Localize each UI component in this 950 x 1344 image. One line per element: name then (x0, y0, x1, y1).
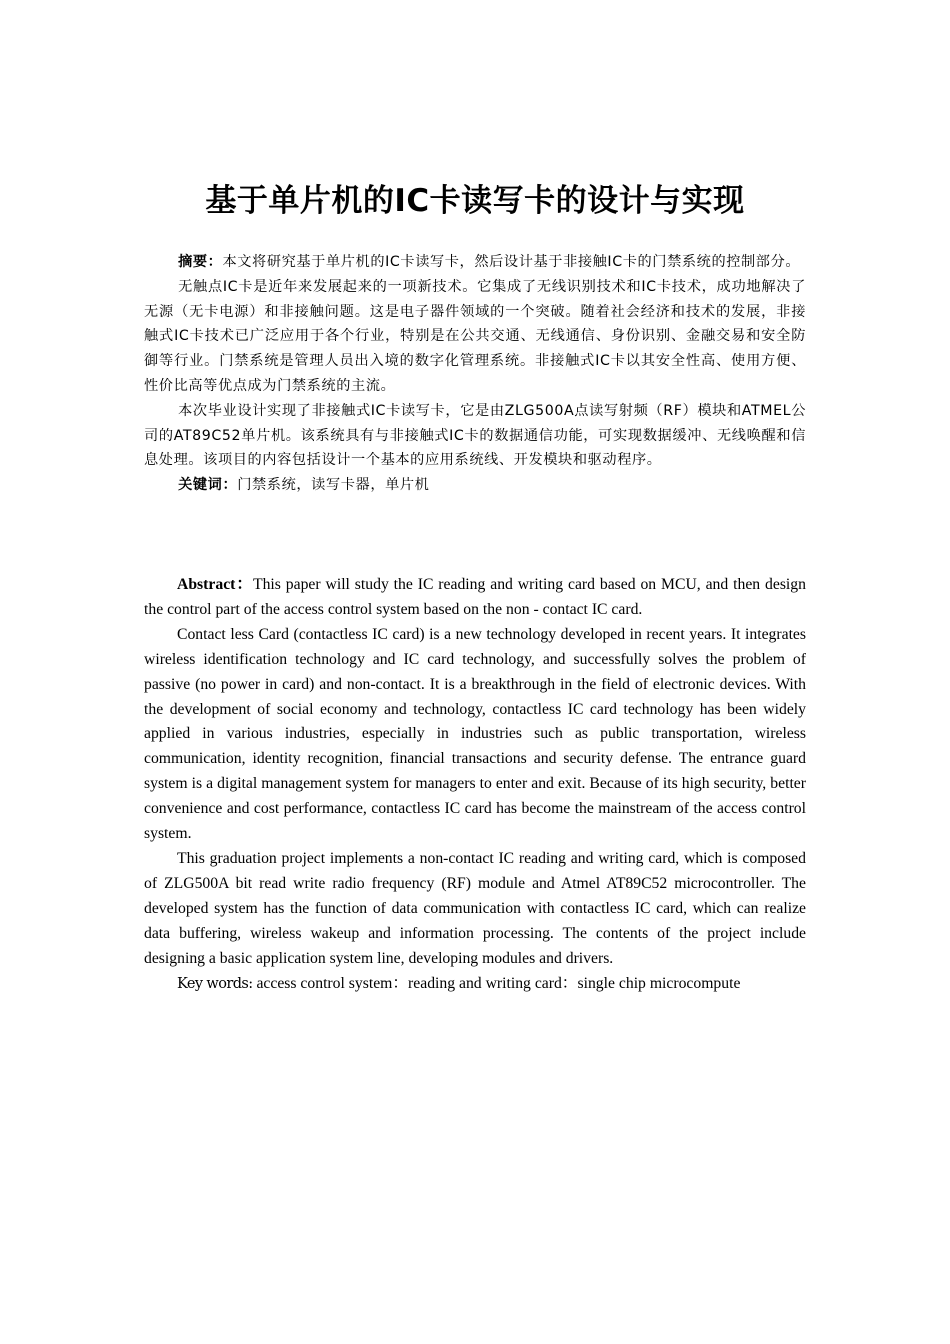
chinese-keywords-text: 门禁系统，读写卡器，单片机 (237, 477, 430, 494)
english-abstract-label: Abstract： (177, 576, 253, 593)
english-abstract-text: This paper will study the IC reading and writing card based on MCU, and then design the control part of the access control system based on the non - contact IC card. (144, 576, 806, 618)
chinese-paragraph-3: 本次毕业设计实现了非接触式IC卡读写卡，它是由ZLG500A点读写射频（RF）模块和ATMEL公司的AT89C52单片机。该系统具有与非接触式IC卡的数据通信功能，可实现数据缓冲、无线唤醒和信息处理。该项目的内容包括设计一个基本的应用系统线、开发模块和驱动程序。 (144, 402, 806, 469)
english-keywords-text: access control system：reading and writing card：single chip microcompute (252, 974, 741, 992)
chinese-keywords-paragraph (144, 473, 806, 498)
english-paragraph-3: This graduation project implements a non-contact IC reading and writing card, which is composed of ZLG500A bit read write radio frequency (RF) module and Atmel AT89C52 microcontroller. The developed system has the function of data communication with contactless IC card, which can realize data buffering, wireless wakeup and information processing. The contents of the project include designing a basic application system line, developing modules and drivers. (144, 849, 806, 967)
english-keywords-label: Key words: (177, 975, 253, 992)
english-abstract-section (144, 573, 806, 996)
chinese-paragraph-2: 无触点IC卡是近年来发展起来的一项新技术。它集成了无线识别技术和IC卡技术，成功地解决了无源（无卡电源）和非接触问题。这是电子器件领域的一个突破。随着社会经济和技术的发展，非接触式IC卡技术已广泛应用于各个行业，特别是在公共交通、无线通信、身份识别、金融交易和安全防御等行业。门禁系统是管理人员出入境的数字化管理系统。非接触式IC卡以其安全性高、使用方便、性价比高等优点成为门禁系统的主流。 (144, 278, 806, 394)
english-paragraph-2: Contact less Card (contactless IC card) is a new technology developed in recent years. It integrates wireless identification technology and IC card technology, and successfully solves the problem of passive (no power in card) and non-contact. It is a breakthrough in the field of electronic devices. With the development of social economy and technology, contactless IC card technology has been widely applied in various industries, especially in industries such as public transportation, wireless communication, identity recognition, financial transactions and security defense. The entrance guard system is a digital management system for managers to enter and exit. Because of its high security, better convenience and cost performance, contactless IC card has become the mainstream of the access control system. (144, 625, 806, 843)
document-title: 基于单片机的IC卡读写卡的设计与实现 (205, 183, 745, 219)
chinese-abstract-label: 摘要： (178, 254, 223, 270)
chinese-abstract-text: 本文将研究基于单片机的IC卡读写卡，然后设计基于非接触IC卡的门禁系统的控制部分。 (222, 254, 801, 270)
chinese-keywords-label: 关键词： (178, 477, 238, 494)
english-keywords-paragraph (144, 972, 806, 997)
chinese-abstract-section (144, 250, 806, 498)
chinese-abstract-paragraph (144, 250, 806, 275)
english-abstract-paragraph (144, 573, 806, 623)
